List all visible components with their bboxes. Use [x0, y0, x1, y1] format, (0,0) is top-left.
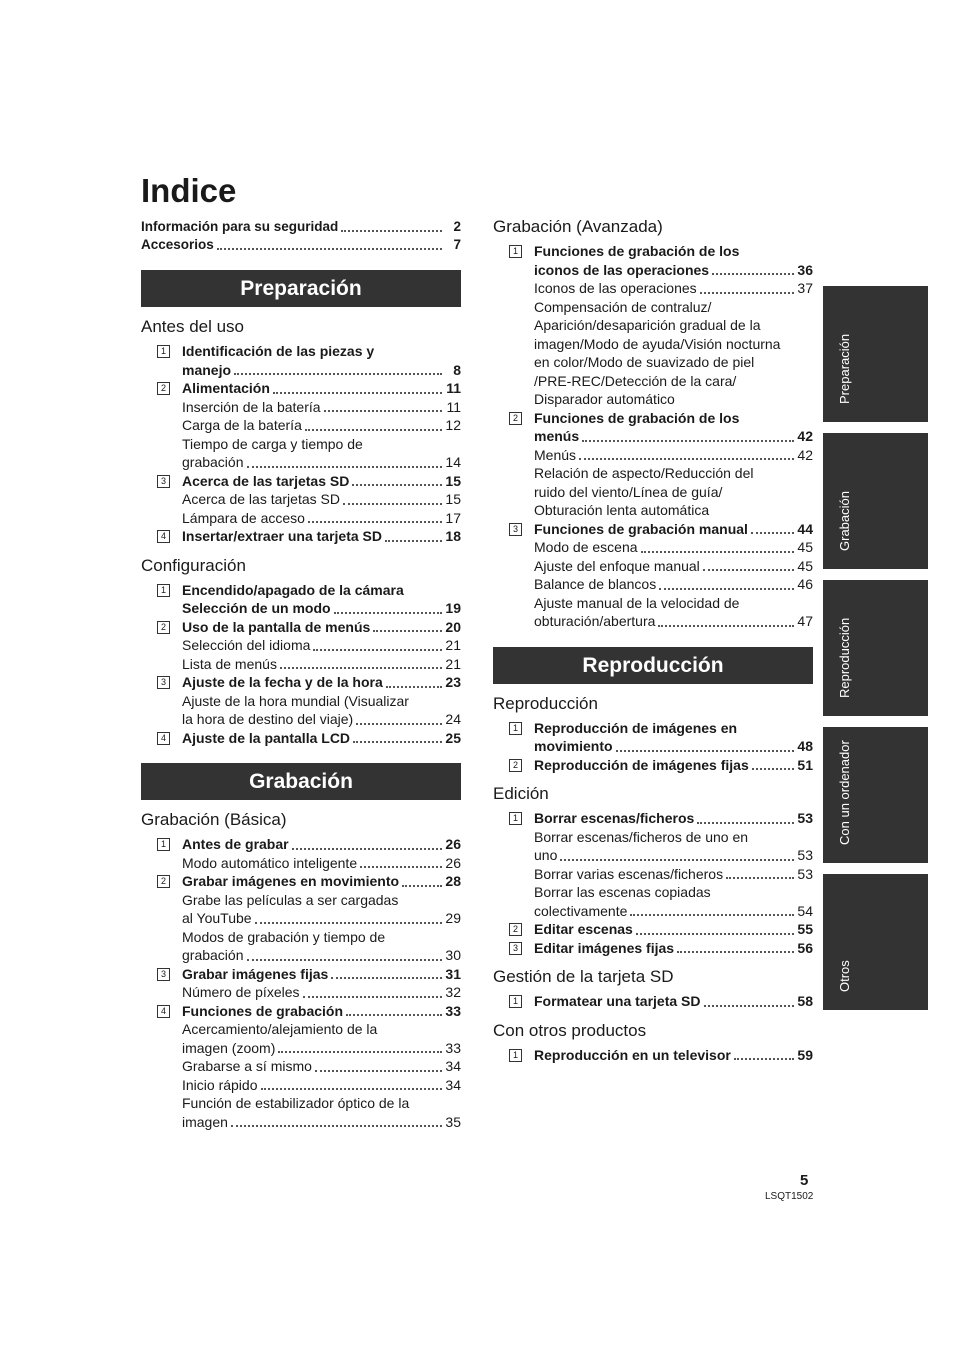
- entry-text: Reproducción en un televisor: [534, 1046, 731, 1063]
- leader-dots: [278, 1051, 442, 1053]
- leader-dots: [305, 429, 442, 431]
- leader-dots: [261, 1088, 443, 1090]
- page-number: 42: [797, 428, 813, 444]
- leader-dots: [703, 569, 794, 571]
- leader-dots: [734, 1058, 794, 1060]
- entry-line: Identificación de las piezas y: [182, 343, 375, 359]
- entry-text: iconos de las operaciones: [534, 261, 710, 278]
- entry-line: Relación de aspecto/Reducción del: [534, 465, 754, 481]
- document-code: LSQT1502: [765, 1191, 814, 1202]
- entry-text: Uso de la pantalla de menús: [182, 618, 371, 635]
- number-box: 3: [157, 968, 170, 981]
- entry-text: Grabar imágenes en movimiento: [182, 873, 400, 889]
- tab-grabacion[interactable]: [823, 433, 928, 569]
- page-number: 56: [797, 939, 813, 956]
- toc-group: [493, 1046, 813, 1065]
- entry-text: Alimentación: [182, 380, 270, 396]
- entry-text: imagen: [182, 1113, 228, 1130]
- leader-dots: [616, 750, 794, 752]
- number-box: 1: [509, 722, 522, 735]
- entry-text: grabación: [182, 947, 244, 963]
- page-number: 11: [446, 398, 461, 415]
- page-number: 7: [453, 237, 461, 252]
- toc-group: [141, 1002, 461, 1132]
- tab-label: Grabación: [837, 491, 852, 551]
- leader-dots: [385, 540, 442, 542]
- leader-dots: [313, 649, 442, 651]
- leader-dots: [273, 392, 442, 394]
- entry-text: Grabar imágenes fijas: [182, 965, 329, 982]
- number-box: 2: [509, 412, 522, 425]
- toc-entry[interactable]: [534, 920, 813, 939]
- entry-text: Editar imágenes fijas: [534, 939, 675, 956]
- toc-subentry[interactable]: [534, 575, 813, 594]
- entry-text: Información para su seguridad: [141, 219, 339, 234]
- entry-line: Funciones de grabación de los: [534, 243, 740, 259]
- number-box: 4: [157, 530, 170, 543]
- page-number: 33: [445, 1039, 461, 1056]
- number-box: 1: [157, 584, 170, 597]
- page-number: 55: [797, 921, 813, 937]
- page-number: 54: [797, 902, 813, 919]
- page-number: 32: [445, 984, 461, 1000]
- leader-dots: [247, 959, 443, 961]
- toc-left-column: [141, 218, 461, 1131]
- toc-subentry[interactable]: [182, 509, 461, 528]
- section-band-preparacion: Preparación: [141, 270, 461, 307]
- leader-dots: [712, 273, 794, 275]
- leader-dots: [217, 248, 442, 250]
- page-number: 11: [446, 380, 461, 396]
- toc-group: [141, 342, 461, 379]
- page-number: 23: [445, 674, 461, 690]
- toc-entry[interactable]: [534, 520, 813, 539]
- entry-text: Formatear una tarjeta SD: [534, 993, 701, 1009]
- entry-text: Número de píxeles: [182, 984, 300, 1000]
- page-number: 8: [453, 361, 461, 378]
- leader-dots: [630, 914, 794, 916]
- toc-entry[interactable]: [182, 835, 461, 854]
- entry-text: Editar escenas: [534, 921, 633, 937]
- entry-text: Menús: [534, 446, 577, 463]
- number-box: 1: [157, 345, 170, 358]
- toc-entry[interactable]: [182, 872, 461, 891]
- entry-line: ruido del viento/Línea de guía/: [534, 483, 723, 500]
- page-number: 26: [445, 854, 461, 871]
- toc-group: [141, 729, 461, 748]
- entry-text: colectivamente: [534, 902, 628, 919]
- number-box: 2: [157, 382, 170, 395]
- leader-dots: [560, 859, 794, 861]
- number-box: 4: [157, 1005, 170, 1018]
- entry-line: Modos de grabación y tiempo de: [182, 928, 386, 945]
- leader-dots: [658, 625, 794, 627]
- entry-line: Aparición/desaparición gradual de la: [534, 317, 761, 333]
- leader-dots: [353, 741, 442, 743]
- number-box: 3: [157, 475, 170, 488]
- leader-dots: [247, 466, 443, 468]
- number-box: 2: [509, 923, 522, 936]
- number-box: 3: [157, 676, 170, 689]
- leader-dots: [231, 1125, 442, 1127]
- entry-text: Acerca de las tarjetas SD: [182, 472, 350, 489]
- subheading-reproduccion: Reproducción: [493, 693, 598, 713]
- entry-line: Reproducción de imágenes en: [534, 719, 738, 736]
- entry-text: Ajuste de la fecha y de la hora: [182, 674, 383, 690]
- toc-group: [493, 992, 813, 1011]
- toc-group: [141, 872, 461, 965]
- page-number: 45: [797, 557, 813, 574]
- entry-text: Acerca de las tarjetas SD: [182, 491, 340, 507]
- toc-subentry[interactable]: [182, 398, 461, 417]
- page-number: 19: [445, 600, 461, 616]
- entry-text: Grabarse a sí mismo: [182, 1058, 312, 1074]
- toc-group: [141, 581, 461, 618]
- section-band-reproduccion: Reproducción: [493, 647, 813, 684]
- entry-line: /PRE-REC/Detección de la cara/: [534, 372, 737, 389]
- leader-dots: [341, 230, 442, 232]
- number-box: 4: [157, 732, 170, 745]
- entry-text: Modo automático inteligente: [182, 854, 358, 871]
- number-box: 3: [509, 523, 522, 536]
- leader-dots: [352, 484, 442, 486]
- page-number: 17: [445, 509, 461, 526]
- entry-text: Borrar escenas/ficheros: [534, 810, 695, 826]
- entry-text: Reproducción de imágenes fijas: [534, 756, 749, 773]
- toc-entry[interactable]: [182, 673, 461, 692]
- number-box: 1: [509, 1049, 522, 1062]
- toc-subentry[interactable]: [182, 854, 461, 873]
- page-number: 44: [797, 520, 813, 537]
- entry-text: Antes de grabar: [182, 836, 289, 852]
- subheading-configuracion: Configuración: [141, 555, 246, 575]
- toc-entry[interactable]: [182, 472, 461, 491]
- entry-text: Selección del idioma: [182, 637, 311, 653]
- entry-text: Inicio rápido: [182, 1076, 258, 1093]
- toc-subentry[interactable]: [534, 612, 813, 631]
- toc-group: [493, 520, 813, 631]
- toc-subentry[interactable]: [534, 279, 813, 298]
- leader-dots: [751, 532, 794, 534]
- page-number: 34: [445, 1076, 461, 1093]
- tab-reproduccion[interactable]: [823, 580, 928, 716]
- toc-subentry[interactable]: [182, 983, 461, 1002]
- toc-subentry[interactable]: [182, 416, 461, 435]
- page-number-footer: 5: [800, 1172, 809, 1189]
- leader-dots: [579, 458, 794, 460]
- entry-line: Obturación lenta automática: [534, 502, 710, 518]
- entry-text: Ajuste del enfoque manual: [534, 557, 700, 574]
- number-box: 2: [157, 875, 170, 888]
- page-number: 15: [445, 491, 461, 507]
- page-number: 2: [453, 219, 461, 234]
- leader-dots: [700, 292, 794, 294]
- entry-text: la hora de destino del viaje): [182, 711, 354, 727]
- entry-line: Encendido/apagado de la cámara: [182, 581, 404, 598]
- toc-entry[interactable]: [534, 1046, 813, 1065]
- leader-dots: [334, 612, 442, 614]
- toc-group: [493, 939, 813, 958]
- leader-dots: [308, 521, 442, 523]
- toc-entry[interactable]: [182, 527, 461, 546]
- leader-dots: [659, 588, 794, 590]
- page-number: 51: [797, 756, 813, 773]
- tab-otros[interactable]: [823, 874, 928, 1010]
- page-number: 53: [797, 810, 813, 826]
- entry-line: en color/Modo de suavizado de piel: [534, 354, 755, 370]
- toc-entry[interactable]: [182, 618, 461, 637]
- leader-dots: [402, 885, 442, 887]
- entry-text: manejo: [182, 361, 232, 378]
- toc-entry[interactable]: [534, 756, 813, 775]
- leader-dots: [343, 503, 442, 505]
- entry-line: Grabe las películas a ser cargadas: [182, 891, 399, 908]
- toc-group: [493, 920, 813, 939]
- page-number: 21: [445, 655, 461, 672]
- toc-entry-accesorios[interactable]: [141, 236, 461, 254]
- entry-text: Accesorios: [141, 237, 214, 252]
- tab-label: Reproducción: [837, 617, 852, 698]
- entry-line: imagen/Modo de ayuda/Visión nocturna: [534, 335, 781, 352]
- leader-dots: [280, 667, 442, 669]
- entry-text: movimiento: [534, 738, 613, 754]
- subheading-otros-productos: Con otros productos: [493, 1020, 647, 1040]
- page-number: 29: [445, 910, 461, 926]
- entry-line: Ajuste de la hora mundial (Visualizar: [182, 692, 409, 709]
- toc-entry[interactable]: [182, 729, 461, 748]
- entry-text: Borrar varias escenas/ficheros: [534, 865, 724, 882]
- leader-dots: [726, 877, 794, 879]
- toc-subentry[interactable]: [182, 1113, 461, 1132]
- entry-text: Funciones de grabación: [182, 1002, 344, 1019]
- toc-entry[interactable]: [534, 939, 813, 958]
- page-number: 58: [797, 993, 813, 1009]
- toc-group: [141, 379, 461, 472]
- toc-entry-seguridad[interactable]: [141, 218, 461, 236]
- subheading-gestion: Gestión de la tarjeta SD: [493, 967, 674, 986]
- toc-entry[interactable]: [534, 427, 813, 446]
- leader-dots: [582, 440, 794, 442]
- leader-dots: [356, 723, 442, 725]
- toc-group: [493, 809, 813, 920]
- toc-subentry[interactable]: [534, 902, 813, 921]
- toc-subentry[interactable]: [182, 655, 461, 674]
- toc-subentry[interactable]: [182, 490, 461, 509]
- toc-entry[interactable]: [182, 379, 461, 398]
- entry-line: Borrar las escenas copiadas: [534, 884, 711, 900]
- leader-dots: [752, 768, 794, 770]
- toc-entry[interactable]: [182, 965, 461, 984]
- page-number: 37: [797, 280, 813, 296]
- page-title: Indice: [141, 172, 237, 209]
- toc-group: [493, 242, 813, 409]
- leader-dots: [324, 410, 442, 412]
- tab-label: Con un ordenador: [837, 740, 852, 845]
- entry-line: Tiempo de carga y tiempo de: [182, 435, 363, 452]
- entry-text: Inserción de la batería: [182, 398, 321, 415]
- toc-subentry[interactable]: [534, 446, 813, 465]
- leader-dots: [303, 996, 442, 998]
- entry-text: Carga de la batería: [182, 417, 302, 433]
- toc-subentry[interactable]: [182, 946, 461, 965]
- toc-entry[interactable]: [182, 361, 461, 380]
- entry-line: Funciones de grabación de los: [534, 409, 740, 426]
- entry-line: Función de estabilizador óptico de la: [182, 1095, 410, 1111]
- entry-text: uno: [534, 847, 558, 863]
- page-number: 45: [797, 539, 813, 555]
- toc-entry[interactable]: [182, 599, 461, 618]
- entry-text: Modo de escena: [534, 539, 638, 555]
- page-number: 34: [445, 1058, 461, 1074]
- subheading-grabacion-basica: Grabación (Básica): [141, 810, 287, 829]
- toc-subentry[interactable]: [182, 1039, 461, 1058]
- tab-label: Otros: [837, 960, 852, 992]
- page-number: 30: [445, 947, 461, 963]
- leader-dots: [677, 951, 794, 953]
- leader-dots: [315, 1070, 442, 1072]
- leader-dots: [636, 933, 794, 935]
- toc-subentry[interactable]: [182, 1057, 461, 1076]
- toc-subentry[interactable]: [534, 865, 813, 884]
- toc-group: [141, 472, 461, 528]
- toc-group: [493, 719, 813, 756]
- number-box: 2: [509, 759, 522, 772]
- page-number: 25: [445, 729, 461, 746]
- page-number: 47: [797, 613, 813, 629]
- section-tabs: [823, 286, 928, 1021]
- leader-dots: [641, 551, 794, 553]
- subheading-antes-del-uso: Antes del uso: [141, 317, 245, 336]
- page-number: 53: [797, 865, 813, 882]
- leader-dots: [360, 866, 442, 868]
- leader-dots: [292, 848, 442, 850]
- subheading-edicion: Edición: [493, 784, 549, 803]
- toc-entry[interactable]: [534, 809, 813, 828]
- tab-label: Preparación: [837, 333, 852, 404]
- entry-line: Acercamiento/alejamiento de la: [182, 1021, 378, 1037]
- number-box: 2: [157, 621, 170, 634]
- page-number: 15: [445, 472, 461, 489]
- page-number: 28: [445, 873, 461, 889]
- entry-text: Lista de menús: [182, 655, 277, 672]
- number-box: 1: [509, 245, 522, 258]
- entry-line: Compensación de contraluz/: [534, 298, 712, 315]
- entry-text: Funciones de grabación manual: [534, 520, 748, 537]
- entry-text: grabación: [182, 454, 244, 470]
- entry-text: Iconos de las operaciones: [534, 280, 697, 296]
- toc-subentry[interactable]: [182, 710, 461, 729]
- entry-text: Insertar/extraer una tarjeta SD: [182, 528, 382, 544]
- page-number: 18: [445, 528, 461, 544]
- page-number: 46: [797, 576, 813, 592]
- leader-dots: [697, 822, 794, 824]
- entry-text: Lámpara de acceso: [182, 509, 305, 526]
- number-box: 1: [157, 838, 170, 851]
- tab-con-un-ordenador[interactable]: [823, 727, 928, 863]
- page-number: 21: [445, 637, 461, 653]
- entry-text: Selección de un modo: [182, 600, 331, 616]
- entry-text: Ajuste de la pantalla LCD: [182, 729, 351, 746]
- toc-subentry[interactable]: [534, 557, 813, 576]
- page-number: 48: [797, 738, 813, 754]
- toc-right-column: [493, 216, 813, 1064]
- page-number: 33: [445, 1002, 461, 1019]
- page-number: 36: [797, 261, 813, 278]
- tab-preparacion[interactable]: [823, 286, 928, 422]
- page-number: 31: [445, 965, 461, 982]
- toc-subentry[interactable]: [534, 538, 813, 557]
- page-number: 53: [797, 847, 813, 863]
- entry-line: Borrar escenas/ficheros de uno en: [534, 828, 749, 845]
- toc-group: [493, 756, 813, 775]
- page-number: 59: [797, 1046, 813, 1063]
- toc-group: [141, 618, 461, 674]
- toc-entry[interactable]: [534, 992, 813, 1011]
- section-band-grabacion: Grabación: [141, 763, 461, 800]
- page-number: 20: [445, 618, 461, 635]
- entry-line: Disparador automático: [534, 391, 675, 407]
- toc-group: [141, 673, 461, 729]
- entry-text: obturación/abertura: [534, 613, 656, 629]
- leader-dots: [346, 1014, 442, 1016]
- leader-dots: [331, 977, 442, 979]
- page-number: 12: [445, 417, 461, 433]
- toc-group: [141, 835, 461, 872]
- entry-text: Balance de blancos: [534, 576, 657, 592]
- toc-group: [141, 965, 461, 1002]
- page-number: 24: [445, 711, 461, 727]
- page-number: 14: [445, 454, 461, 470]
- subheading-grabacion-avanzada: Grabación (Avanzada): [493, 217, 663, 236]
- number-box: 3: [509, 942, 522, 955]
- toc-subentry[interactable]: [182, 909, 461, 928]
- toc-group: [493, 409, 813, 520]
- entry-line: Ajuste manual de la velocidad de: [534, 594, 740, 611]
- number-box: 1: [509, 995, 522, 1008]
- toc-subentry[interactable]: [182, 1076, 461, 1095]
- toc-subentry[interactable]: [534, 846, 813, 865]
- number-box: 1: [509, 812, 522, 825]
- leader-dots: [373, 630, 442, 632]
- entry-text: al YouTube: [182, 910, 252, 926]
- page-number: 26: [445, 836, 461, 852]
- entry-text: menús: [534, 428, 580, 444]
- toc-entry[interactable]: [534, 261, 813, 280]
- leader-dots: [704, 1005, 795, 1007]
- toc-entry[interactable]: [182, 1002, 461, 1021]
- leader-dots: [386, 686, 442, 688]
- page-number: 42: [797, 446, 813, 463]
- leader-dots: [234, 373, 442, 375]
- toc-subentry[interactable]: [182, 636, 461, 655]
- leader-dots: [255, 922, 442, 924]
- toc-group: [141, 527, 461, 546]
- toc-subentry[interactable]: [182, 453, 461, 472]
- page-number: 35: [445, 1113, 461, 1130]
- entry-text: imagen (zoom): [182, 1039, 276, 1056]
- toc-entry[interactable]: [534, 737, 813, 756]
